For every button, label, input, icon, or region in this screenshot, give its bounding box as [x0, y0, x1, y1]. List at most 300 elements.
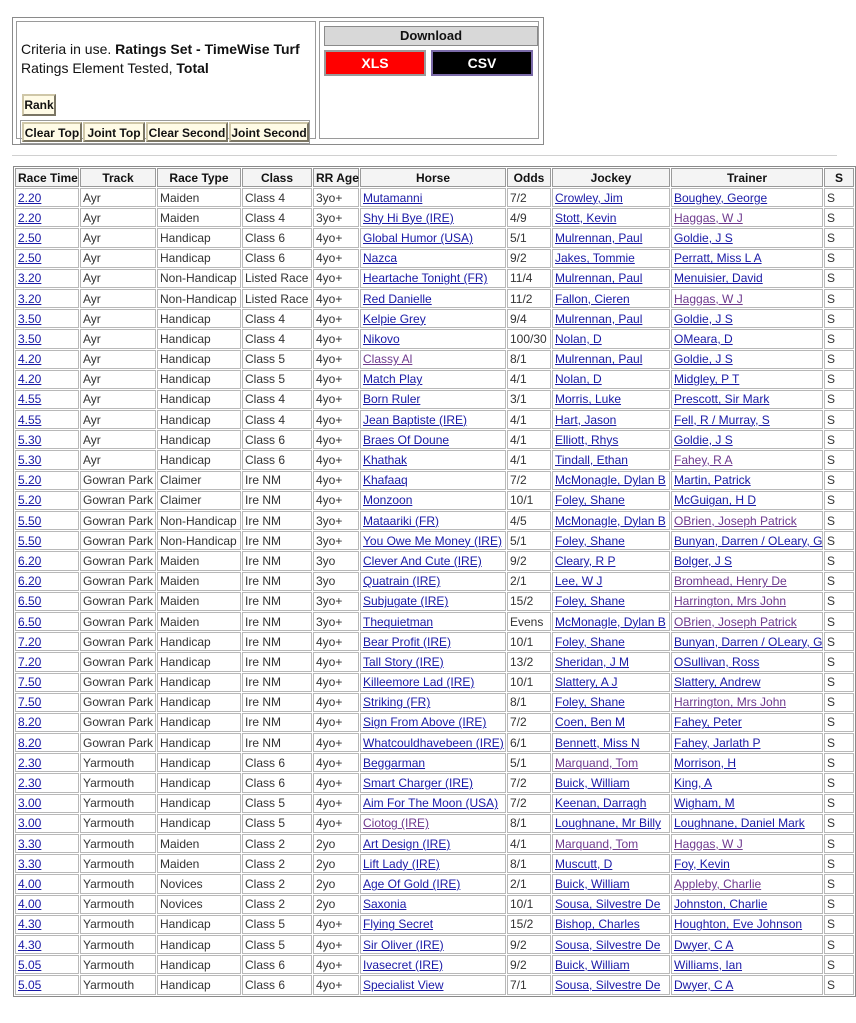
- horse-link[interactable]: Aim For The Moon (USA): [363, 796, 499, 811]
- trainer-link[interactable]: Morrison, H: [674, 755, 737, 770]
- jockey-link[interactable]: Mulrennan, Paul: [555, 352, 643, 367]
- odds-cell: 10/1: [507, 632, 551, 651]
- download-csv-button[interactable]: CSV: [431, 50, 533, 76]
- trainer-cell: [671, 430, 823, 449]
- race-time-link[interactable]: 5.05: [18, 957, 42, 972]
- track-cell: Ayr: [80, 329, 156, 348]
- horse-cell: [360, 269, 506, 288]
- clear-top-button[interactable]: Clear Top: [22, 122, 82, 142]
- track-cell: Gowran Park: [80, 632, 156, 651]
- jockey-link[interactable]: Cleary, R P: [555, 553, 616, 568]
- horse-link[interactable]: Sign From Above (IRE): [363, 715, 487, 730]
- jockey-link[interactable]: Foley, Shane: [555, 695, 625, 710]
- horse-cell: [360, 713, 506, 732]
- class-cell: Class 5: [242, 350, 312, 369]
- trainer-link[interactable]: OMeara, D: [674, 331, 733, 346]
- track-cell: Gowran Park: [80, 511, 156, 530]
- jockey-link[interactable]: McMonagle, Dylan B: [555, 614, 666, 629]
- trainer-link[interactable]: Houghton, Eve Johnson: [674, 917, 803, 932]
- race-time-cell: [15, 551, 79, 570]
- race-time-link[interactable]: 2.20: [18, 210, 42, 225]
- race-time-link[interactable]: 4.55: [18, 412, 42, 427]
- jockey-link[interactable]: Keenan, Darragh: [555, 796, 647, 811]
- clear-second-button[interactable]: Clear Second: [146, 122, 228, 142]
- horse-link[interactable]: Nazca: [363, 251, 398, 266]
- table-row: [15, 551, 854, 570]
- race-type-cell: Maiden: [157, 188, 241, 207]
- extra-cell: S: [824, 733, 854, 752]
- extra-cell: S: [824, 854, 854, 873]
- odds-cell: 7/1: [507, 975, 551, 994]
- jockey-link[interactable]: Muscutt, D: [555, 856, 613, 871]
- race-time-link[interactable]: 2.30: [18, 755, 42, 770]
- jockey-link[interactable]: Stott, Kevin: [555, 210, 617, 225]
- race-time-cell: [15, 249, 79, 268]
- jockey-link[interactable]: Mulrennan, Paul: [555, 271, 643, 286]
- odds-cell: 4/1: [507, 410, 551, 429]
- race-type-cell: Handicap: [157, 410, 241, 429]
- column-header[interactable]: Track: [80, 168, 156, 187]
- jockey-link[interactable]: Nolan, D: [555, 331, 602, 346]
- trainer-link[interactable]: Bromhead, Henry De: [674, 574, 787, 589]
- track-cell: Ayr: [80, 269, 156, 288]
- trainer-link[interactable]: Dwyer, C A: [674, 977, 734, 992]
- jockey-link[interactable]: Foley, Shane: [555, 634, 625, 649]
- odds-cell: 5/1: [507, 753, 551, 772]
- age-cell: 3yo+: [313, 531, 359, 550]
- class-cell: Class 4: [242, 188, 312, 207]
- race-time-link[interactable]: 3.30: [18, 856, 42, 871]
- age-cell: 4yo+: [313, 955, 359, 974]
- race-time-cell: [15, 309, 79, 328]
- jockey-link[interactable]: Foley, Shane: [555, 533, 625, 548]
- track-cell: Yarmouth: [80, 915, 156, 934]
- extra-cell: S: [824, 753, 854, 772]
- jockey-cell: [552, 592, 670, 611]
- race-time-link[interactable]: 4.00: [18, 876, 42, 891]
- trainer-cell: [671, 753, 823, 772]
- horse-link[interactable]: Born Ruler: [363, 392, 421, 407]
- class-cell: Class 5: [242, 814, 312, 833]
- race-time-link[interactable]: 4.30: [18, 917, 42, 932]
- class-cell: Class 4: [242, 309, 312, 328]
- trainer-link[interactable]: Wigham, M: [674, 796, 735, 811]
- horse-link[interactable]: Khathak: [363, 453, 408, 468]
- horse-link[interactable]: Jean Baptiste (IRE): [363, 412, 468, 427]
- horse-link[interactable]: Subjugate (IRE): [363, 594, 449, 609]
- horse-link[interactable]: Thequietman: [363, 614, 434, 629]
- jockey-cell: [552, 975, 670, 994]
- race-time-cell: [15, 531, 79, 550]
- track-cell: Ayr: [80, 410, 156, 429]
- race-type-cell: Handicap: [157, 652, 241, 671]
- race-time-cell: [15, 572, 79, 591]
- horse-link[interactable]: Heartache Tonight (FR): [363, 271, 488, 286]
- class-cell: Ire NM: [242, 693, 312, 712]
- column-header[interactable]: Odds: [507, 168, 551, 187]
- race-type-cell: Maiden: [157, 592, 241, 611]
- odds-cell: 7/2: [507, 713, 551, 732]
- table-header-row: [15, 168, 854, 187]
- extra-cell: S: [824, 370, 854, 389]
- jockey-link[interactable]: Foley, Shane: [555, 594, 625, 609]
- horse-link[interactable]: Sir Oliver (IRE): [363, 937, 444, 952]
- race-type-cell: Maiden: [157, 834, 241, 853]
- table-row: [15, 935, 854, 954]
- column-header[interactable]: Race Time: [15, 168, 79, 187]
- age-cell: 4yo+: [313, 814, 359, 833]
- column-header[interactable]: Horse: [360, 168, 506, 187]
- race-time-link[interactable]: 3.00: [18, 796, 42, 811]
- extra-cell: S: [824, 289, 854, 308]
- table-row: [15, 834, 854, 853]
- age-cell: 4yo+: [313, 329, 359, 348]
- race-type-cell: Handicap: [157, 430, 241, 449]
- odds-cell: 7/2: [507, 794, 551, 813]
- track-cell: Ayr: [80, 450, 156, 469]
- jockey-link[interactable]: McMonagle, Dylan B: [555, 473, 666, 488]
- jockey-cell: [552, 955, 670, 974]
- table-row: [15, 531, 854, 550]
- race-time-link[interactable]: 7.20: [18, 634, 42, 649]
- trainer-link[interactable]: Appleby, Charlie: [674, 876, 762, 891]
- class-cell: Class 6: [242, 955, 312, 974]
- odds-cell: 9/2: [507, 551, 551, 570]
- trainer-link[interactable]: Perratt, Miss L A: [674, 251, 762, 266]
- trainer-cell: [671, 289, 823, 308]
- race-time-link[interactable]: 8.20: [18, 715, 42, 730]
- jockey-link[interactable]: Elliott, Rhys: [555, 432, 619, 447]
- horse-link[interactable]: Lift Lady (IRE): [363, 856, 440, 871]
- trainer-link[interactable]: Haggas, W J: [674, 210, 743, 225]
- extra-cell: S: [824, 572, 854, 591]
- class-cell: Ire NM: [242, 612, 312, 631]
- trainer-link[interactable]: Bolger, J S: [674, 553, 733, 568]
- age-cell: 4yo+: [313, 350, 359, 369]
- race-time-link[interactable]: 4.55: [18, 392, 42, 407]
- jockey-cell: [552, 834, 670, 853]
- extra-cell: S: [824, 814, 854, 833]
- horse-cell: [360, 370, 506, 389]
- trainer-link[interactable]: Fahey, Jarlath P: [674, 735, 761, 750]
- table-row: [15, 975, 854, 994]
- horse-link[interactable]: Quatrain (IRE): [363, 574, 441, 589]
- trainer-link[interactable]: McGuigan, H D: [674, 493, 757, 508]
- track-cell: Gowran Park: [80, 612, 156, 631]
- race-time-cell: [15, 955, 79, 974]
- track-cell: Ayr: [80, 228, 156, 247]
- trainer-link[interactable]: Foy, Kevin: [674, 856, 730, 871]
- horse-link[interactable]: Smart Charger (IRE): [363, 776, 474, 791]
- joint-second-button[interactable]: Joint Second: [229, 122, 309, 142]
- jockey-link[interactable]: Fallon, Cieren: [555, 291, 630, 306]
- race-time-link[interactable]: 6.20: [18, 553, 42, 568]
- jockey-link[interactable]: Buick, William: [555, 776, 630, 791]
- extra-cell: S: [824, 249, 854, 268]
- jockey-cell: [552, 814, 670, 833]
- track-cell: Yarmouth: [80, 975, 156, 994]
- horse-link[interactable]: Shy Hi Bye (IRE): [363, 210, 454, 225]
- horse-link[interactable]: Ciotog (IRE): [363, 816, 430, 831]
- jockey-link[interactable]: Morris, Luke: [555, 392, 622, 407]
- trainer-link[interactable]: Menuisier, David: [674, 271, 763, 286]
- trainer-link[interactable]: Goldie, J S: [674, 352, 733, 367]
- jockey-link[interactable]: Buick, William: [555, 876, 630, 891]
- trainer-link[interactable]: Martin, Patrick: [674, 473, 751, 488]
- horse-link[interactable]: You Owe Me Money (IRE): [363, 533, 502, 548]
- trainer-cell: [671, 935, 823, 954]
- race-time-link[interactable]: 7.50: [18, 695, 42, 710]
- jockey-link[interactable]: Mulrennan, Paul: [555, 311, 643, 326]
- joint-top-button[interactable]: Joint Top: [83, 122, 145, 142]
- odds-cell: 4/1: [507, 430, 551, 449]
- trainer-link[interactable]: King, A: [674, 776, 713, 791]
- trainer-link[interactable]: OBrien, Joseph Patrick: [674, 513, 797, 528]
- jockey-link[interactable]: Sheridan, J M: [555, 654, 630, 669]
- jockey-link[interactable]: Jakes, Tommie: [555, 251, 635, 266]
- jockey-link[interactable]: Sousa, Silvestre De: [555, 937, 661, 952]
- trainer-link[interactable]: Goldie, J S: [674, 311, 733, 326]
- race-time-link[interactable]: 4.20: [18, 372, 42, 387]
- horse-link[interactable]: Khafaaq: [363, 473, 408, 488]
- race-time-link[interactable]: 7.20: [18, 654, 42, 669]
- horse-link[interactable]: Global Humor (USA): [363, 230, 474, 245]
- horse-link[interactable]: Bear Profit (IRE): [363, 634, 452, 649]
- column-header[interactable]: S: [824, 168, 854, 187]
- trainer-link[interactable]: Haggas, W J: [674, 836, 743, 851]
- trainer-link[interactable]: Harrington, Mrs John: [674, 594, 787, 609]
- extra-cell: S: [824, 673, 854, 692]
- age-cell: 4yo+: [313, 370, 359, 389]
- race-time-link[interactable]: 2.50: [18, 230, 42, 245]
- jockey-link[interactable]: Tindall, Ethan: [555, 453, 628, 468]
- trainer-cell: [671, 652, 823, 671]
- table-row: [15, 289, 854, 308]
- horse-link[interactable]: Classy Al: [363, 352, 413, 367]
- jockey-link[interactable]: Foley, Shane: [555, 493, 625, 508]
- trainer-link[interactable]: Williams, Ian: [674, 957, 743, 972]
- race-type-cell: Handicap: [157, 693, 241, 712]
- horse-link[interactable]: Age Of Gold (IRE): [363, 876, 461, 891]
- horse-link[interactable]: Specialist View: [363, 977, 444, 992]
- horse-link[interactable]: Tall Story (IRE): [363, 654, 444, 669]
- race-time-link[interactable]: 3.00: [18, 816, 42, 831]
- race-time-link[interactable]: 5.20: [18, 473, 42, 488]
- table-row: [15, 895, 854, 914]
- jockey-cell: [552, 773, 670, 792]
- horse-link[interactable]: Flying Secret: [363, 917, 434, 932]
- race-time-link[interactable]: 3.20: [18, 291, 42, 306]
- trainer-link[interactable]: OSullivan, Ross: [674, 654, 760, 669]
- race-time-link[interactable]: 2.50: [18, 251, 42, 266]
- trainer-link[interactable]: Haggas, W J: [674, 291, 743, 306]
- trainer-link[interactable]: Bunyan, Darren / OLeary, G: [674, 634, 823, 649]
- horse-link[interactable]: Monzoon: [363, 493, 413, 508]
- jockey-link[interactable]: Nolan, D: [555, 372, 602, 387]
- trainer-link[interactable]: Harrington, Mrs John: [674, 695, 787, 710]
- trainer-link[interactable]: Prescott, Sir Mark: [674, 392, 770, 407]
- horse-link[interactable]: Whatcouldhavebeen (IRE): [363, 735, 504, 750]
- element-prefix: Ratings Element Tested,: [21, 60, 177, 76]
- race-time-link[interactable]: 2.20: [18, 190, 42, 205]
- race-time-link[interactable]: 6.20: [18, 574, 42, 589]
- jockey-link[interactable]: McMonagle, Dylan B: [555, 513, 666, 528]
- trainer-link[interactable]: Fahey, Peter: [674, 715, 742, 730]
- race-time-cell: [15, 874, 79, 893]
- trainer-link[interactable]: Goldie, J S: [674, 432, 733, 447]
- horse-link[interactable]: Mutamanni: [363, 190, 423, 205]
- jockey-cell: [552, 269, 670, 288]
- criteria-text: [21, 40, 300, 78]
- trainer-cell: [671, 390, 823, 409]
- trainer-cell: [671, 208, 823, 227]
- column-header[interactable]: RR Age: [313, 168, 359, 187]
- age-cell: 4yo+: [313, 652, 359, 671]
- horse-link[interactable]: Art Design (IRE): [363, 836, 451, 851]
- jockey-link[interactable]: Lee, W J: [555, 574, 603, 589]
- race-time-link[interactable]: 5.20: [18, 493, 42, 508]
- race-time-link[interactable]: 4.20: [18, 352, 42, 367]
- horse-link[interactable]: Striking (FR): [363, 695, 431, 710]
- extra-cell: S: [824, 188, 854, 207]
- jockey-link[interactable]: Mulrennan, Paul: [555, 230, 643, 245]
- table-row: [15, 713, 854, 732]
- track-cell: Gowran Park: [80, 531, 156, 550]
- odds-cell: 4/1: [507, 834, 551, 853]
- column-header[interactable]: Race Type: [157, 168, 241, 187]
- table-row: [15, 612, 854, 631]
- race-time-link[interactable]: 5.05: [18, 977, 42, 992]
- horse-link[interactable]: Braes Of Doune: [363, 432, 450, 447]
- table-row: [15, 733, 854, 752]
- extra-cell: S: [824, 895, 854, 914]
- jockey-link[interactable]: Loughnane, Mr Billy: [555, 816, 662, 831]
- race-time-link[interactable]: 2.30: [18, 776, 42, 791]
- horse-link[interactable]: Mataariki (FR): [363, 513, 440, 528]
- horse-link[interactable]: Clever And Cute (IRE): [363, 553, 482, 568]
- column-header[interactable]: Trainer: [671, 168, 823, 187]
- race-time-link[interactable]: 3.30: [18, 836, 42, 851]
- race-time-cell: [15, 632, 79, 651]
- odds-cell: 11/4: [507, 269, 551, 288]
- jockey-link[interactable]: Bennett, Miss N: [555, 735, 640, 750]
- trainer-link[interactable]: Fahey, R A: [674, 453, 733, 468]
- race-time-link[interactable]: 6.50: [18, 594, 42, 609]
- trainer-cell: [671, 471, 823, 490]
- jockey-link[interactable]: Slattery, A J: [555, 675, 618, 690]
- jockey-link[interactable]: Sousa, Silvestre De: [555, 977, 661, 992]
- horse-link[interactable]: Nikovo: [363, 331, 400, 346]
- download-xls-button[interactable]: XLS: [324, 50, 426, 76]
- track-cell: Gowran Park: [80, 733, 156, 752]
- trainer-link[interactable]: Goldie, J S: [674, 230, 733, 245]
- table-row: [15, 511, 854, 530]
- trainer-link[interactable]: Fell, R / Murray, S: [674, 412, 770, 427]
- jockey-link[interactable]: Crowley, Jim: [555, 190, 623, 205]
- extra-cell: S: [824, 955, 854, 974]
- jockey-link[interactable]: Sousa, Silvestre De: [555, 897, 661, 912]
- trainer-link[interactable]: Johnston, Charlie: [674, 897, 768, 912]
- horse-link[interactable]: Ivasecret (IRE): [363, 957, 444, 972]
- horse-link[interactable]: Match Play: [363, 372, 423, 387]
- trainer-link[interactable]: OBrien, Joseph Patrick: [674, 614, 797, 629]
- class-cell: Ire NM: [242, 673, 312, 692]
- table-row: [15, 773, 854, 792]
- rank-button[interactable]: Rank: [22, 94, 56, 116]
- table-row: [15, 329, 854, 348]
- race-time-link[interactable]: 3.50: [18, 311, 42, 326]
- jockey-link[interactable]: Coen, Ben M: [555, 715, 626, 730]
- jockey-link[interactable]: Marquand, Tom: [555, 836, 639, 851]
- trainer-link[interactable]: Loughnane, Daniel Mark: [674, 816, 805, 831]
- odds-cell: 4/1: [507, 370, 551, 389]
- class-cell: Class 5: [242, 915, 312, 934]
- race-time-link[interactable]: 3.20: [18, 271, 42, 286]
- race-time-link[interactable]: 5.30: [18, 453, 42, 468]
- horse-link[interactable]: Kelpie Grey: [363, 311, 426, 326]
- race-time-cell: [15, 753, 79, 772]
- horse-cell: [360, 955, 506, 974]
- column-header[interactable]: Jockey: [552, 168, 670, 187]
- class-cell: Ire NM: [242, 733, 312, 752]
- trainer-cell: [671, 370, 823, 389]
- class-cell: Class 2: [242, 834, 312, 853]
- race-time-link[interactable]: 6.50: [18, 614, 42, 629]
- race-time-link[interactable]: 8.20: [18, 735, 42, 750]
- extra-cell: S: [824, 450, 854, 469]
- race-time-link[interactable]: 4.00: [18, 897, 42, 912]
- trainer-cell: [671, 915, 823, 934]
- table-row: [15, 572, 854, 591]
- track-cell: Ayr: [80, 370, 156, 389]
- track-cell: Ayr: [80, 249, 156, 268]
- trainer-link[interactable]: Dwyer, C A: [674, 937, 734, 952]
- race-time-link[interactable]: 5.50: [18, 513, 42, 528]
- column-header[interactable]: Class: [242, 168, 312, 187]
- odds-cell: 4/5: [507, 511, 551, 530]
- class-cell: Ire NM: [242, 652, 312, 671]
- jockey-link[interactable]: Buick, William: [555, 957, 630, 972]
- extra-cell: S: [824, 794, 854, 813]
- odds-cell: 5/1: [507, 228, 551, 247]
- race-time-link[interactable]: 7.50: [18, 675, 42, 690]
- jockey-link[interactable]: Hart, Jason: [555, 412, 617, 427]
- horse-link[interactable]: Beggarman: [363, 755, 426, 770]
- horse-cell: [360, 551, 506, 570]
- trainer-link[interactable]: Boughey, George: [674, 190, 768, 205]
- odds-cell: 5/1: [507, 531, 551, 550]
- race-time-link[interactable]: 5.50: [18, 533, 42, 548]
- trainer-link[interactable]: Bunyan, Darren / OLeary, G: [674, 533, 823, 548]
- trainer-link[interactable]: Slattery, Andrew: [674, 675, 761, 690]
- horse-link[interactable]: Saxonia: [363, 897, 407, 912]
- extra-cell: S: [824, 269, 854, 288]
- jockey-link[interactable]: Bishop, Charles: [555, 917, 640, 932]
- race-time-cell: [15, 208, 79, 227]
- race-time-cell: [15, 592, 79, 611]
- jockey-link[interactable]: Marquand, Tom: [555, 755, 639, 770]
- horse-link[interactable]: Killeemore Lad (IRE): [363, 675, 475, 690]
- race-time-link[interactable]: 5.30: [18, 432, 42, 447]
- race-type-cell: Handicap: [157, 350, 241, 369]
- odds-cell: 15/2: [507, 592, 551, 611]
- trainer-link[interactable]: Midgley, P T: [674, 372, 740, 387]
- race-time-link[interactable]: 4.30: [18, 937, 42, 952]
- race-time-link[interactable]: 3.50: [18, 331, 42, 346]
- horse-link[interactable]: Red Danielle: [363, 291, 432, 306]
- race-time-cell: [15, 329, 79, 348]
- jockey-cell: [552, 733, 670, 752]
